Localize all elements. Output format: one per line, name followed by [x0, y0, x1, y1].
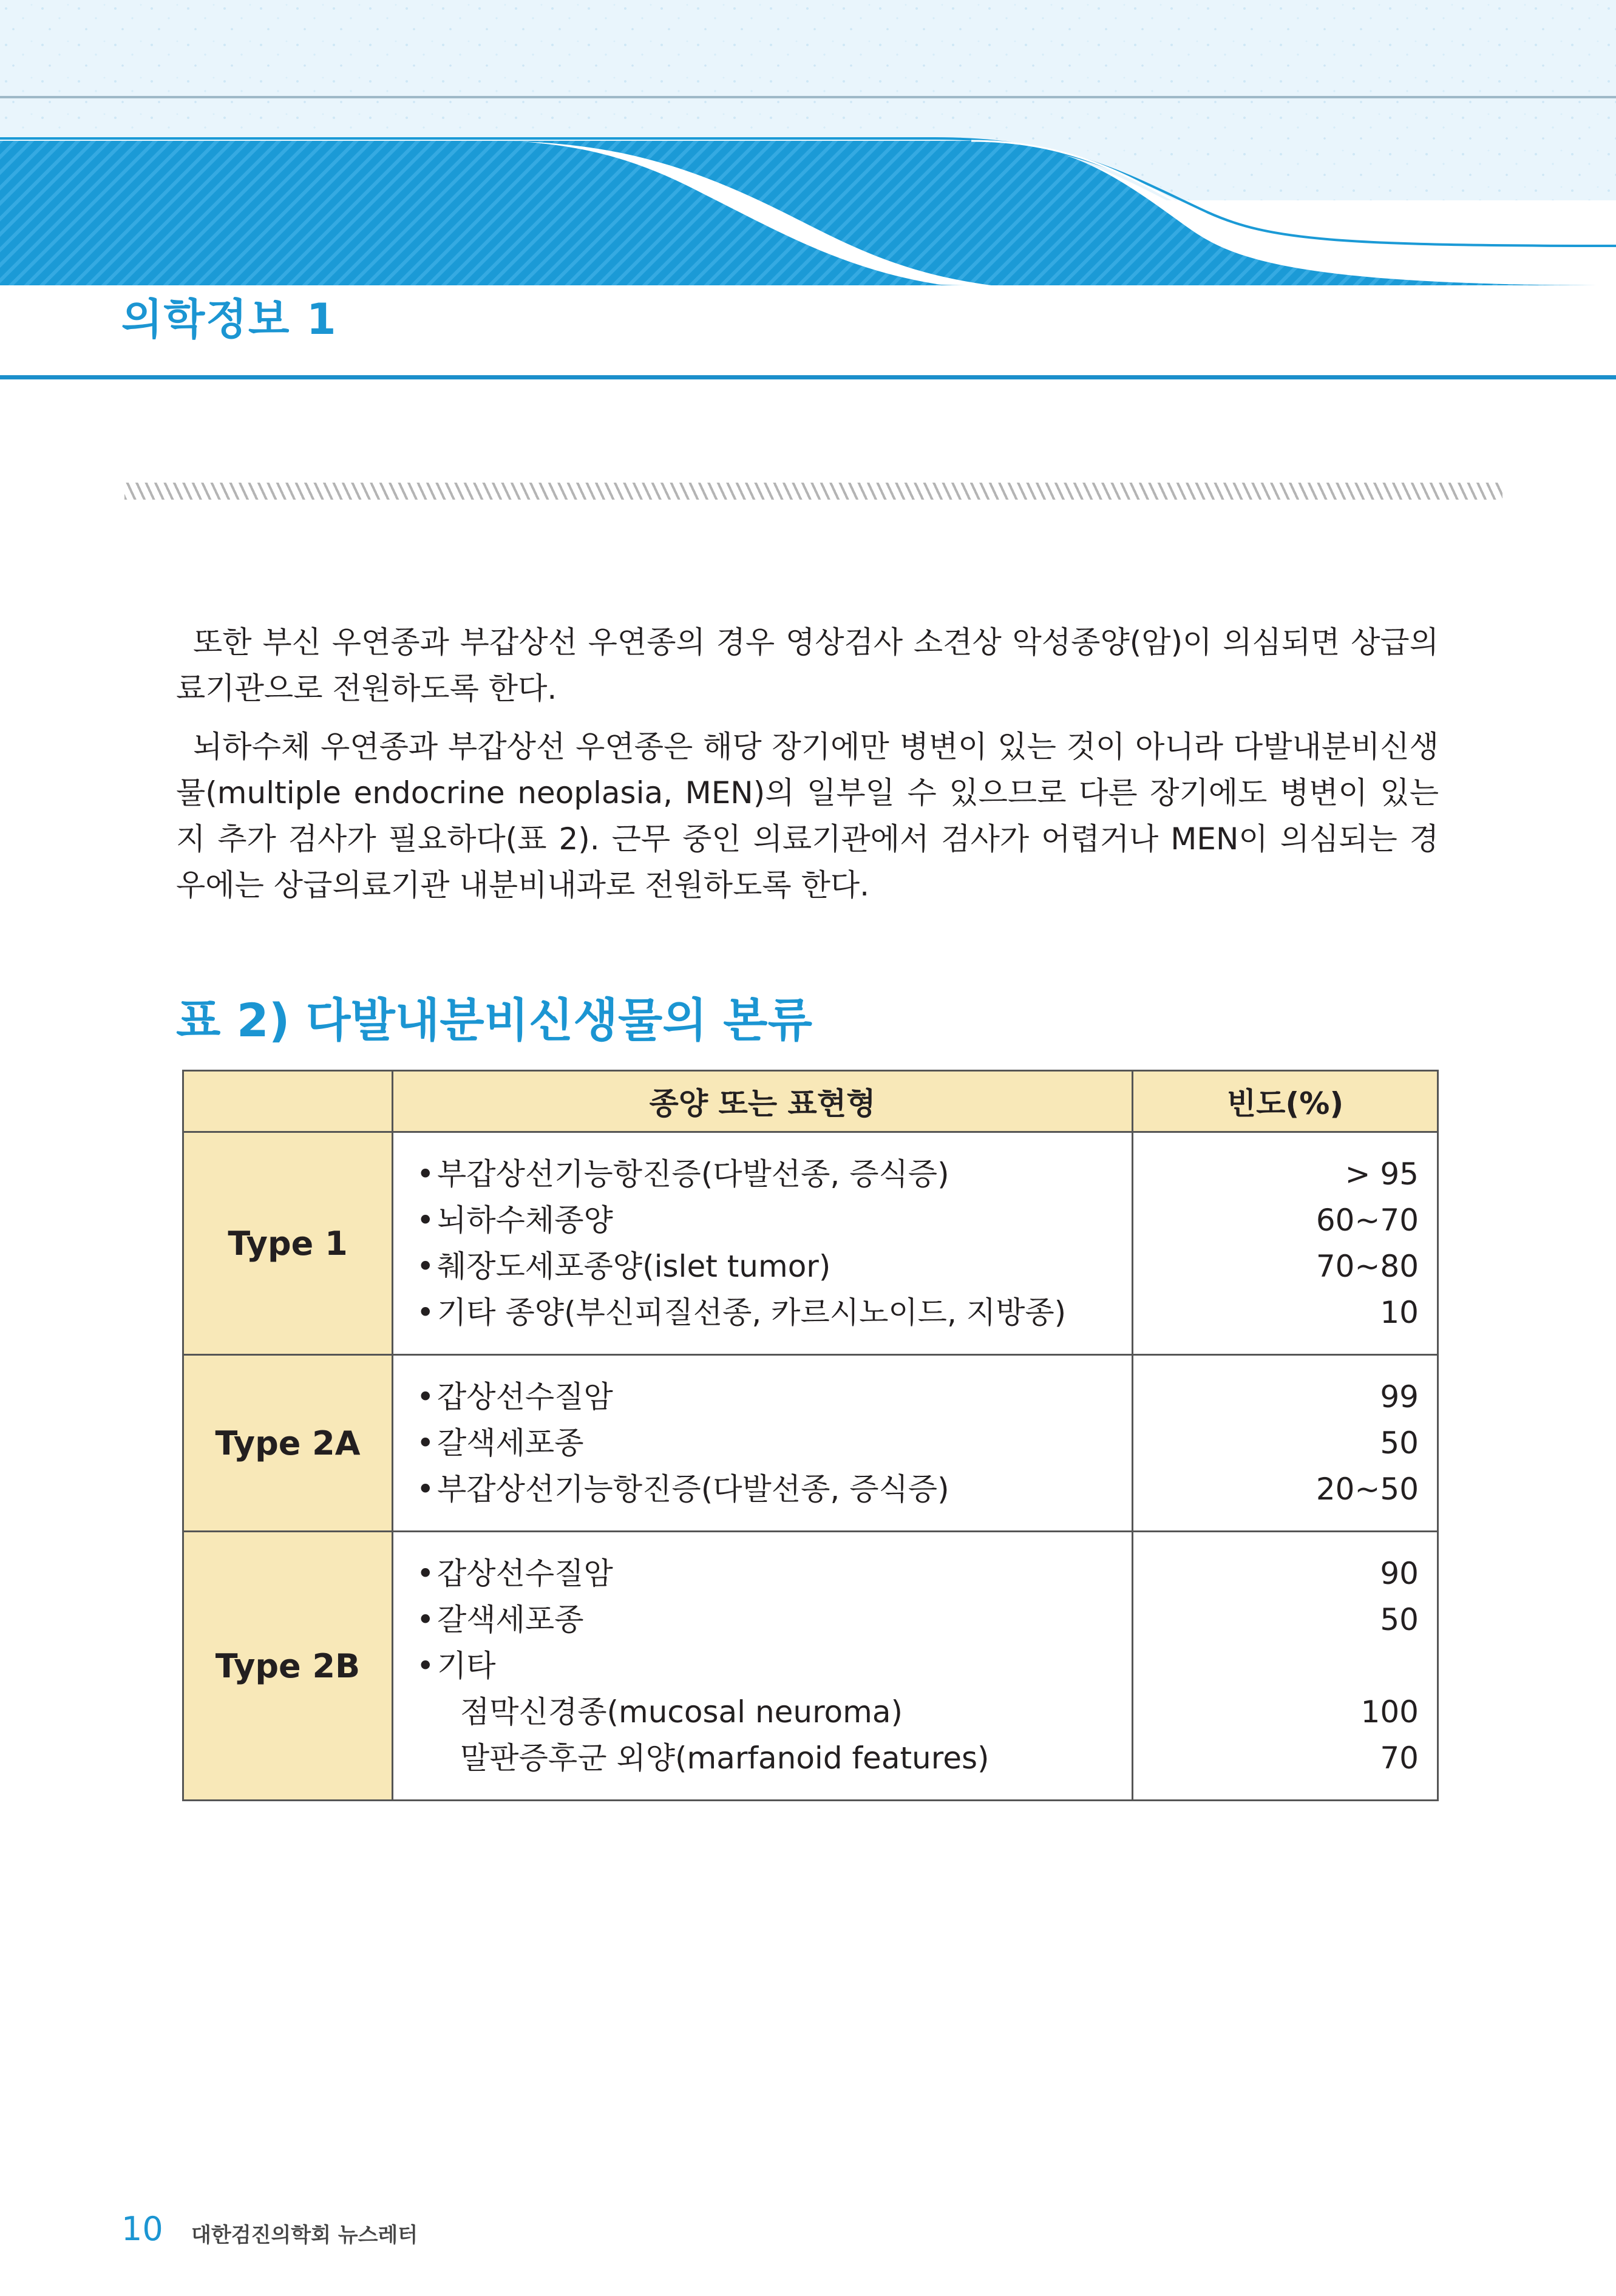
row-frequencies [1133, 1532, 1438, 1801]
paragraph: 또한 부신 우연종과 부갑상선 우연종의 경우 영상검사 소견상 악성종양(암)이 의심되면 상급의료기관으로 전원하도록 한다. [176, 625, 1439, 706]
row-frequencies [1133, 1132, 1438, 1355]
paragraph: 뇌하수체 우연종과 부갑상선 우연종은 해당 장기에만 병변이 있는 것이 아니라 다발내분비신생물(multiple endocrine neoplasia, MEN)의 일부일 수 있으므로 다른 장기에도 병변이 있는지 추가 검사가 필요하다(표 2). 근무 중인 의료기관에서 검사가 어렵거나 MEN이 의심되는 경우에는 상급의료기관 내분비내과로 전원하도록 한다. [176, 729, 1439, 903]
header-rule [0, 375, 1616, 379]
frequency-value: 90 [1380, 1556, 1419, 1591]
list-item: 갑상선수질암 [437, 1556, 613, 1591]
list-item: 갈색세포종 [437, 1602, 584, 1637]
row-type-label: Type 2A [183, 1355, 393, 1532]
list-item: 갈색세포종 [437, 1425, 584, 1461]
page-number: 10 [121, 2210, 163, 2248]
table-row-type1 [183, 1132, 1438, 1355]
publication-name: 대한검진의학회 뉴스레터 [191, 2223, 418, 2247]
table-title: 표 2) 다발내분비신생물의 본류 [176, 993, 812, 1047]
list-item: 기타 종양(부신피질선종, 카르시노이드, 지방종) [437, 1295, 1067, 1330]
frequency-value: 10 [1380, 1295, 1419, 1330]
table-header-phenotype: 종양 또는 표현형 [393, 1071, 1133, 1132]
frequency-value: 70~80 [1316, 1249, 1419, 1284]
row-type-label: Type 1 [183, 1132, 393, 1355]
frequency-value: 99 [1380, 1379, 1419, 1415]
frequency-value: 70 [1380, 1741, 1419, 1776]
table-row-type2b [183, 1532, 1438, 1801]
table-header-type [183, 1071, 393, 1132]
frequency-value: 50 [1380, 1425, 1419, 1461]
row-frequencies [1133, 1355, 1438, 1532]
frequency-value: 100 [1360, 1694, 1419, 1730]
table-row-type2a [183, 1355, 1438, 1532]
row-items: •갑상선수질암 •갈색세포종 •기타 점막신경종(mucosal neuroma) 말판증후군 외양(marfanoid features) [393, 1532, 1133, 1801]
list-item: 뇌하수체종양 [437, 1203, 613, 1238]
body-text [176, 619, 1439, 920]
men-classification-table [182, 1070, 1439, 1801]
list-subitem: 말판증후군 외양(marfanoid features) [460, 1741, 990, 1776]
frequency-value: 60~70 [1316, 1203, 1419, 1238]
list-item: 갑상선수질암 [437, 1379, 613, 1415]
list-subitem: 점막신경종(mucosal neuroma) [460, 1694, 903, 1730]
frequency-value: 50 [1380, 1602, 1419, 1637]
header-wave-art [0, 0, 1616, 291]
row-items: •부갑상선기능항진증(다발선종, 증식증) •뇌하수체종양 •췌장도세포종양(islet tumor) •기타 종양(부신피질선종, 카르시노이드, 지방종) [393, 1132, 1133, 1355]
list-item: 췌장도세포종양(islet tumor) [437, 1249, 831, 1284]
table-header-row [183, 1071, 1438, 1132]
section-title: 의학정보 1 [121, 294, 338, 344]
list-item: 부갑상선기능항진증(다발선종, 증식증) [437, 1156, 949, 1192]
row-items: •갑상선수질암 •갈색세포종 •부갑상선기능항진증(다발선종, 증식증) [393, 1355, 1133, 1532]
frequency-value: 20~50 [1316, 1472, 1419, 1507]
frequency-value [1133, 1643, 1419, 1689]
list-item: 기타 [437, 1648, 496, 1683]
row-type-label: Type 2B [183, 1532, 393, 1801]
list-item: 부갑상선기능항진증(다발선종, 증식증) [437, 1472, 949, 1507]
frequency-value: > 95 [1345, 1156, 1419, 1192]
hatched-divider [124, 483, 1502, 500]
table-header-frequency: 빈도(%) [1133, 1071, 1438, 1132]
